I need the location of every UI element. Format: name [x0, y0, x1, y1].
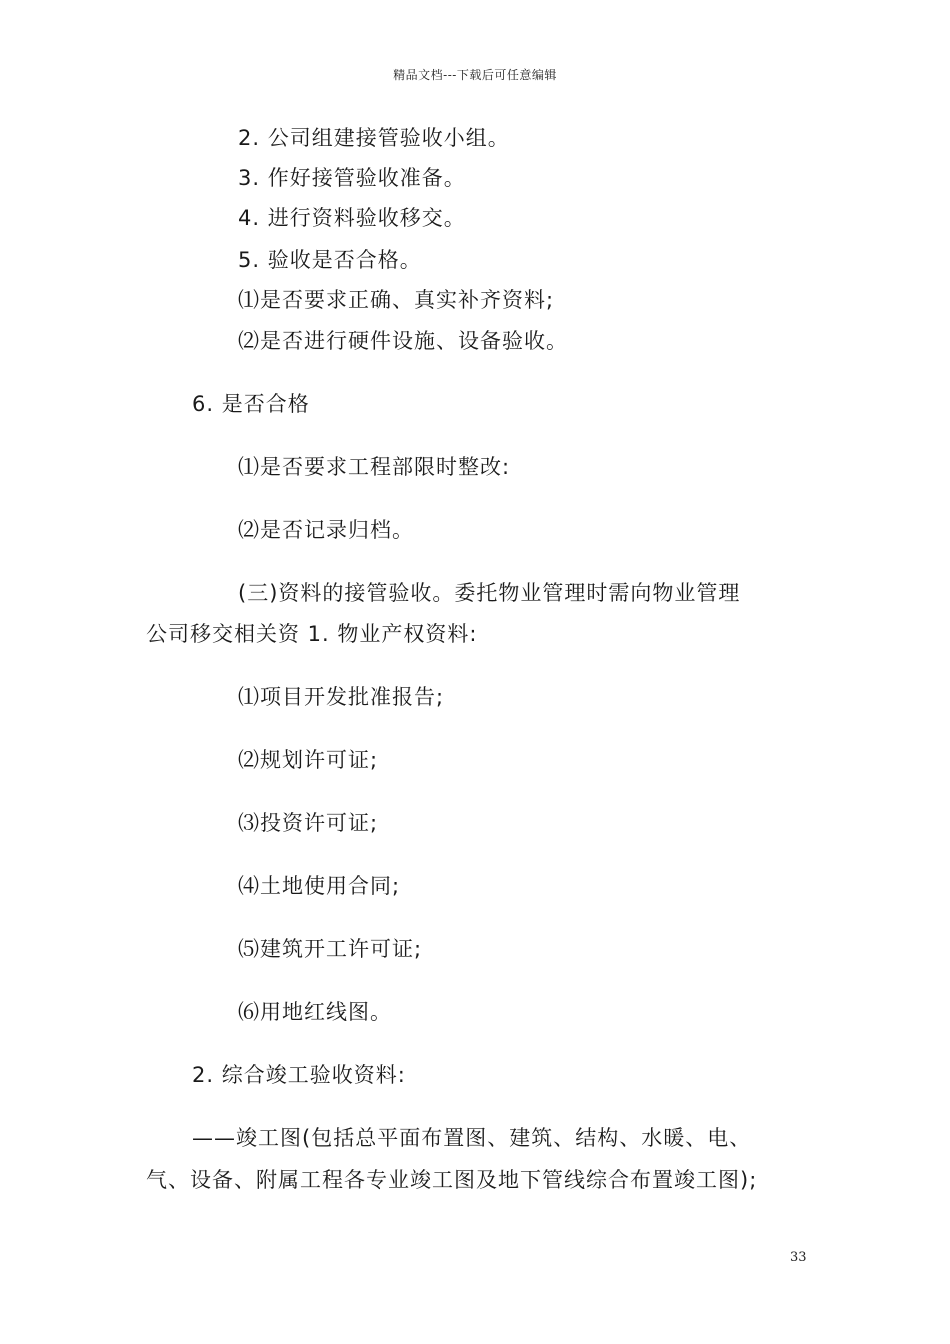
- text-line: 2. 公司组建接管验收小组。: [238, 126, 510, 150]
- text-line: (三)资料的接管验收。委托物业管理时需向物业管理: [238, 581, 741, 605]
- page-header: 精品文档---下载后可任意编辑: [393, 68, 557, 82]
- text-line: 4. 进行资料验收移交。: [238, 206, 466, 230]
- text-line: ⑴项目开发批准报告;: [238, 685, 445, 709]
- text-line: 5. 验收是否合格。: [238, 248, 422, 272]
- text-line: ⑴是否要求正确、真实补齐资料;: [238, 288, 555, 312]
- text-line: ⑵是否记录归档。: [238, 518, 414, 542]
- text-line: ⑵规划许可证;: [238, 748, 379, 772]
- text-line: ⑷土地使用合同;: [238, 874, 401, 898]
- text-line: 公司移交相关资 1. 物业产权资料:: [146, 622, 478, 646]
- text-line: 6. 是否合格: [192, 392, 310, 416]
- text-line: 3. 作好接管验收准备。: [238, 166, 466, 190]
- text-line: ——竣工图(包括总平面布置图、建筑、结构、水暖、电、: [192, 1126, 752, 1150]
- text-line: ⑴是否要求工程部限时整改:: [238, 455, 511, 479]
- text-line: ⑸建筑开工许可证;: [238, 937, 423, 961]
- text-line: ⑹用地红线图。: [238, 1000, 392, 1024]
- text-line: ⑵是否进行硬件设施、设备验收。: [238, 329, 568, 353]
- text-line: 2. 综合竣工验收资料:: [192, 1063, 406, 1087]
- page-number: 33: [790, 1250, 807, 1265]
- text-line: 气、设备、附属工程各专业竣工图及地下管线综合布置竣工图);: [146, 1168, 758, 1192]
- text-line: ⑶投资许可证;: [238, 811, 379, 835]
